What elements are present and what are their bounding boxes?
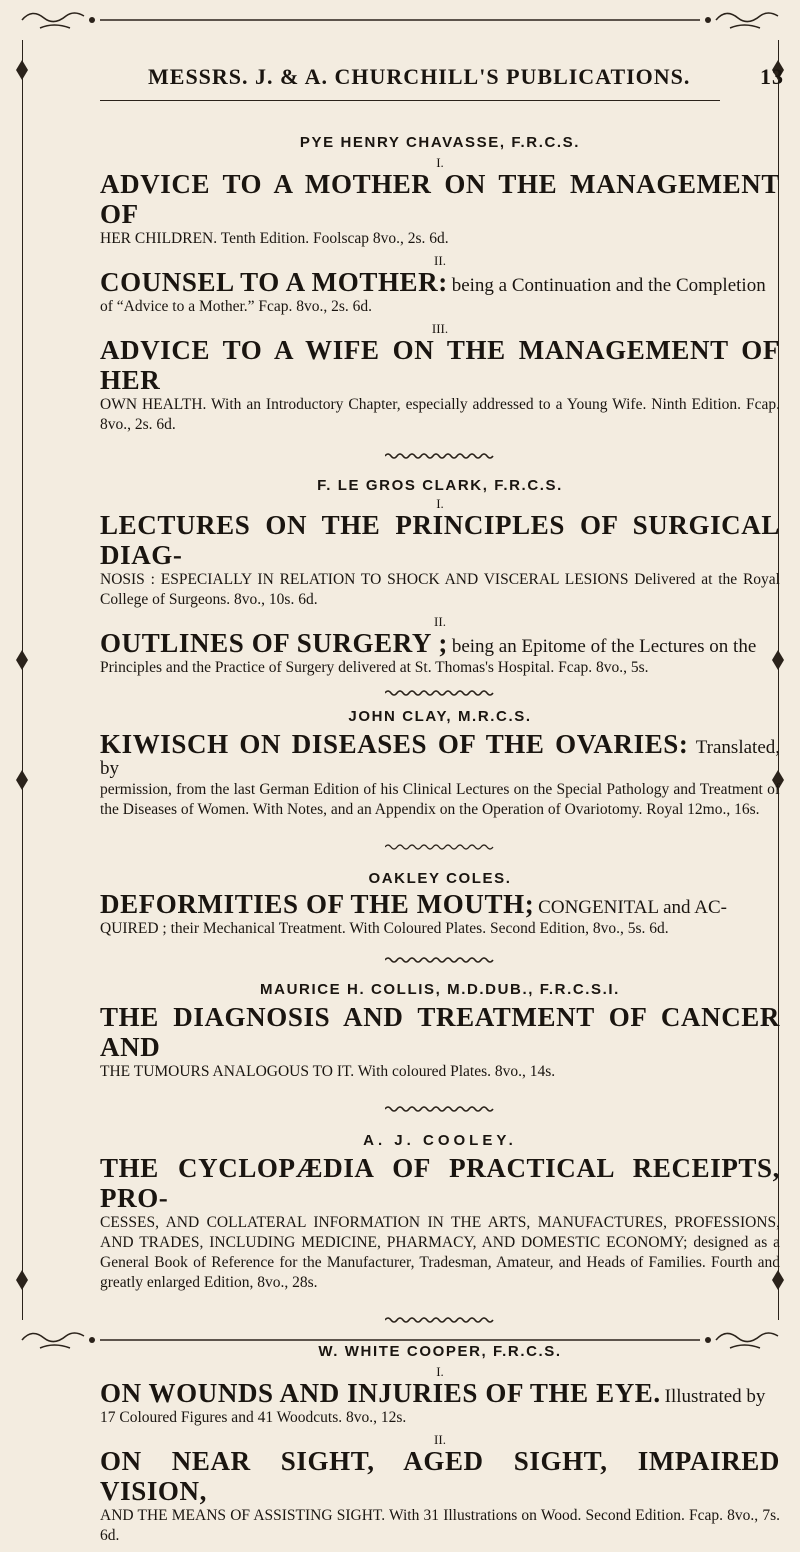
- work-title-tail: Illustrated by: [664, 1386, 766, 1407]
- work-numeral: I.: [436, 155, 444, 170]
- work-detail: Principles and the Practice of Surgery delivered at St. Thomas's Hospital. Fcap. 8vo., 5s.: [100, 659, 649, 676]
- author-section: [100, 708, 780, 820]
- work-detail: HER CHILDREN. Tenth Edition. Foolscap 8vo., 2s. 6d.: [100, 230, 449, 247]
- work-detail: OWN HEALTH. With an Introductory Chapter, especially addressed to a Young Wife. Ninth Edition. Fcap. 8vo., 2s. 6d.: [100, 396, 780, 433]
- work-detail: AND THE MEANS OF ASSISTING SIGHT. With 31 Illustrations on Wood. Second Edition. Fcap. 8vo., 7s. 6d.: [100, 1507, 780, 1544]
- catalogue-entry: [100, 1378, 780, 1428]
- work-title: ADVICE TO A MOTHER ON THE MANAGEMENT OF: [100, 169, 780, 229]
- work-detail: QUIRED ; their Mechanical Treatment. With Coloured Plates. Second Edition, 8vo., 5s. 6d.: [100, 920, 669, 937]
- catalogue-entry: [100, 1446, 780, 1546]
- section-divider: [100, 684, 780, 702]
- section-divider: [100, 951, 780, 969]
- section-divider: [100, 1311, 780, 1329]
- work-title: LECTURES ON THE PRINCIPLES OF SURGICAL DIAG-: [100, 510, 780, 570]
- work-title-tail: being an Epitome of the Lectures on the: [451, 636, 757, 657]
- author-section: [100, 477, 780, 678]
- running-header: [148, 64, 798, 90]
- work-numeral: I.: [436, 496, 444, 511]
- author-section: [100, 981, 780, 1082]
- catalogue-entry: [100, 510, 780, 610]
- catalogue-entry: [100, 889, 780, 939]
- work-detail: CESSES, AND COLLATERAL INFORMATION IN THE ARTS, MANUFACTURES, PROFESSIONS, AND TRADES, INCLUDING MEDICINE, PHARMACY, AND DOMESTIC ECONOMY; designed as a General Book of Reference for the Manufacturer, Tradesman, Amateur, and Heads of Families. Fourth and greatly enlarged Edition, 8vo., 28s.: [100, 1214, 780, 1291]
- work-detail: 17 Coloured Figures and 41 Woodcuts. 8vo., 12s.: [100, 1409, 407, 1426]
- work-title: COUNSEL TO A MOTHER:: [100, 267, 448, 297]
- left-side-ornaments: [8, 40, 38, 1320]
- work-title: ON WOUNDS AND INJURIES OF THE EYE.: [100, 1378, 661, 1408]
- author-name: MAURICE H. COLLIS, M.D.DUB., F.R.C.S.I.: [260, 981, 620, 998]
- catalogue-entry: [100, 628, 780, 678]
- catalogue-entry: [100, 267, 780, 317]
- publisher-line: MESSRS. J. & A. CHURCHILL'S PUBLICATIONS.: [148, 64, 691, 89]
- author-section: [100, 870, 780, 939]
- work-numeral: I.: [436, 1364, 444, 1379]
- author-name: W. WHITE COOPER, F.R.C.S.: [318, 1343, 562, 1360]
- work-detail: THE TUMOURS ANALOGOUS TO IT. With coloured Plates. 8vo., 14s.: [100, 1063, 556, 1080]
- work-detail: NOSIS : ESPECIALLY IN RELATION TO SHOCK AND VISCERAL LESIONS Delivered at the Royal College of Surgeons. 8vo., 10s. 6d.: [100, 571, 780, 608]
- header-rule: [100, 100, 720, 101]
- catalogue-entry: [100, 1153, 780, 1293]
- section-divider: [100, 1100, 780, 1118]
- section-divider: [100, 838, 780, 856]
- work-title: THE CYCLOPÆDIA OF PRACTICAL RECEIPTS, PRO-: [100, 1153, 780, 1213]
- work-title: ADVICE TO A WIFE ON THE MANAGEMENT OF HER: [100, 335, 780, 395]
- catalogue-entry: [100, 1002, 780, 1082]
- author-section: [100, 134, 780, 435]
- work-title: ON NEAR SIGHT, AGED SIGHT, IMPAIRED VISION,: [100, 1446, 780, 1506]
- page-number: 13: [760, 64, 784, 89]
- work-title: THE DIAGNOSIS AND TREATMENT OF CANCER AND: [100, 1002, 780, 1062]
- work-numeral: III.: [431, 321, 449, 336]
- top-ornament-border: [0, 6, 800, 36]
- work-detail: permission, from the last German Edition of his Clinical Lectures on the Special Pathology and Treatment of the Diseases of Women. With Notes, and an Appendix on the Operation of Ovariotomy. Royal 12mo., 16s.: [100, 781, 780, 818]
- author-name: JOHN CLAY, M.R.C.S.: [348, 708, 532, 725]
- work-numeral: II.: [434, 1432, 446, 1447]
- author-name: OAKLEY COLES.: [368, 870, 512, 887]
- author-section: [100, 1343, 780, 1546]
- author-name: F. LE GROS CLARK, F.R.C.S.: [317, 477, 563, 494]
- catalogue-content: [100, 134, 780, 1552]
- work-detail: of “Advice to a Mother.” Fcap. 8vo., 2s. 6d.: [100, 298, 373, 315]
- work-title: DEFORMITIES OF THE MOUTH;: [100, 889, 535, 919]
- author-name: PYE HENRY CHAVASSE, F.R.C.S.: [299, 134, 581, 151]
- catalogue-entry: [100, 169, 780, 249]
- work-title-tail: Translated, by: [100, 737, 781, 779]
- work-title-tail: being a Continuation and the Completion: [451, 275, 766, 296]
- author-name: A. J. COOLEY.: [363, 1132, 517, 1149]
- section-divider: [100, 447, 780, 465]
- work-title: OUTLINES OF SURGERY ;: [100, 628, 448, 658]
- work-title: KIWISCH ON DISEASES OF THE OVARIES:: [100, 729, 689, 759]
- catalogue-entry: [100, 335, 780, 435]
- work-numeral: II.: [434, 614, 446, 629]
- work-title-tail: CONGENITAL and AC-: [538, 897, 727, 918]
- work-numeral: II.: [434, 253, 446, 268]
- catalogue-entry: [100, 729, 780, 820]
- author-section: [100, 1132, 780, 1293]
